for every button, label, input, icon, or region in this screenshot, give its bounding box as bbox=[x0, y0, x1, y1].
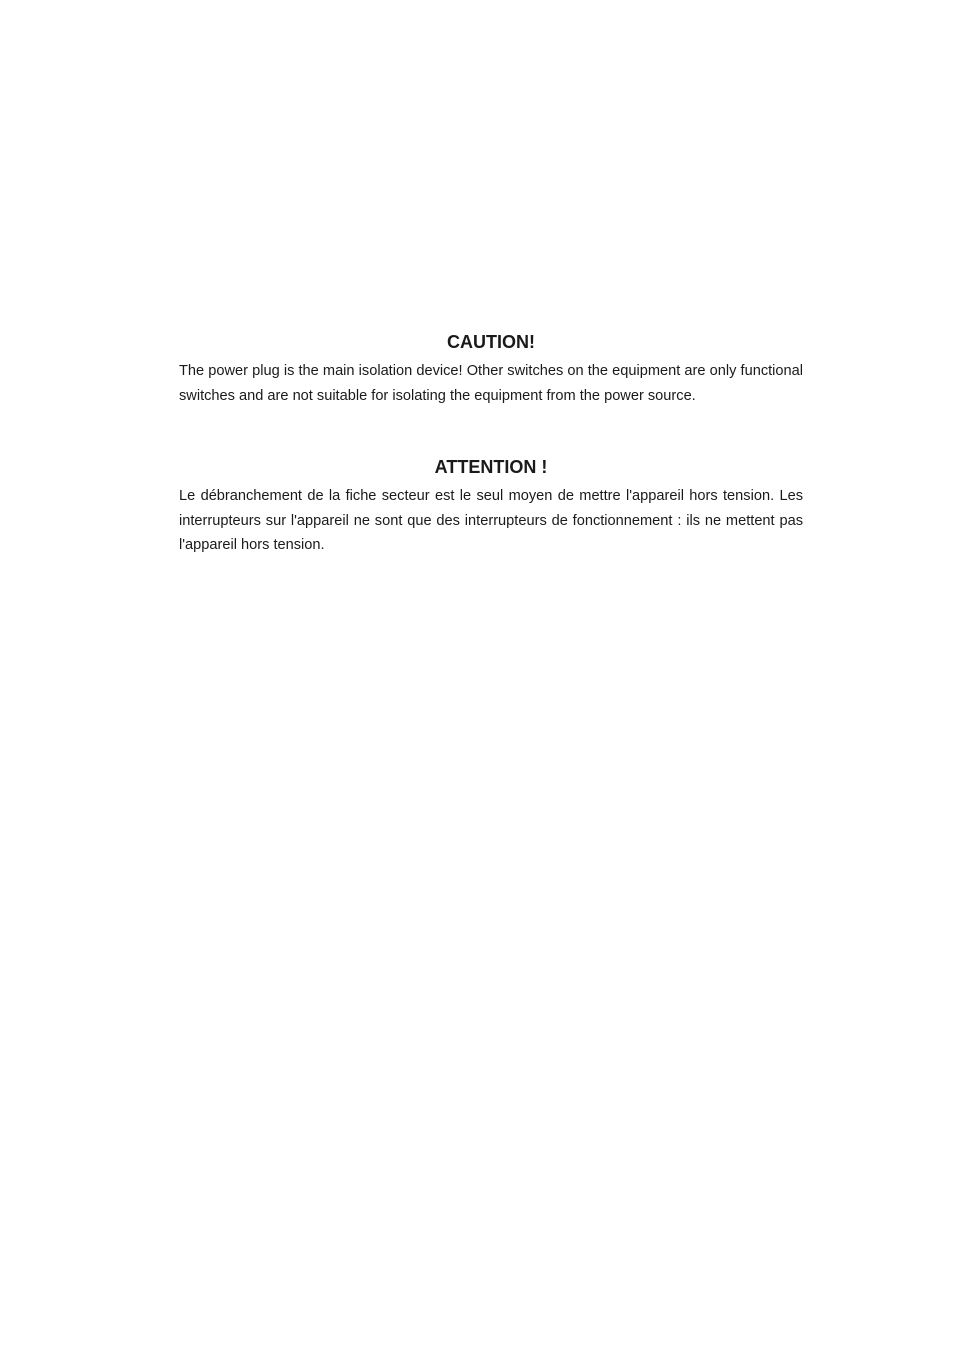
caution-notice bbox=[179, 331, 803, 408]
attention-body: Le débranchement de la fiche secteur est le seul moyen de mettre l'appareil hors tension. Les interrupteurs sur l'appareil ne sont que des interrupteurs de fonctionnement : ils ne mettent pas l'appareil hors tension. bbox=[179, 488, 803, 553]
caution-body: The power plug is the main isolation device! Other switches on the equipment are only functional switches and are not suitable for isolating the equipment from the power source. bbox=[179, 363, 803, 404]
caution-heading: CAUTION! bbox=[447, 332, 535, 352]
attention-notice bbox=[179, 456, 803, 558]
attention-heading: ATTENTION ! bbox=[434, 457, 548, 477]
